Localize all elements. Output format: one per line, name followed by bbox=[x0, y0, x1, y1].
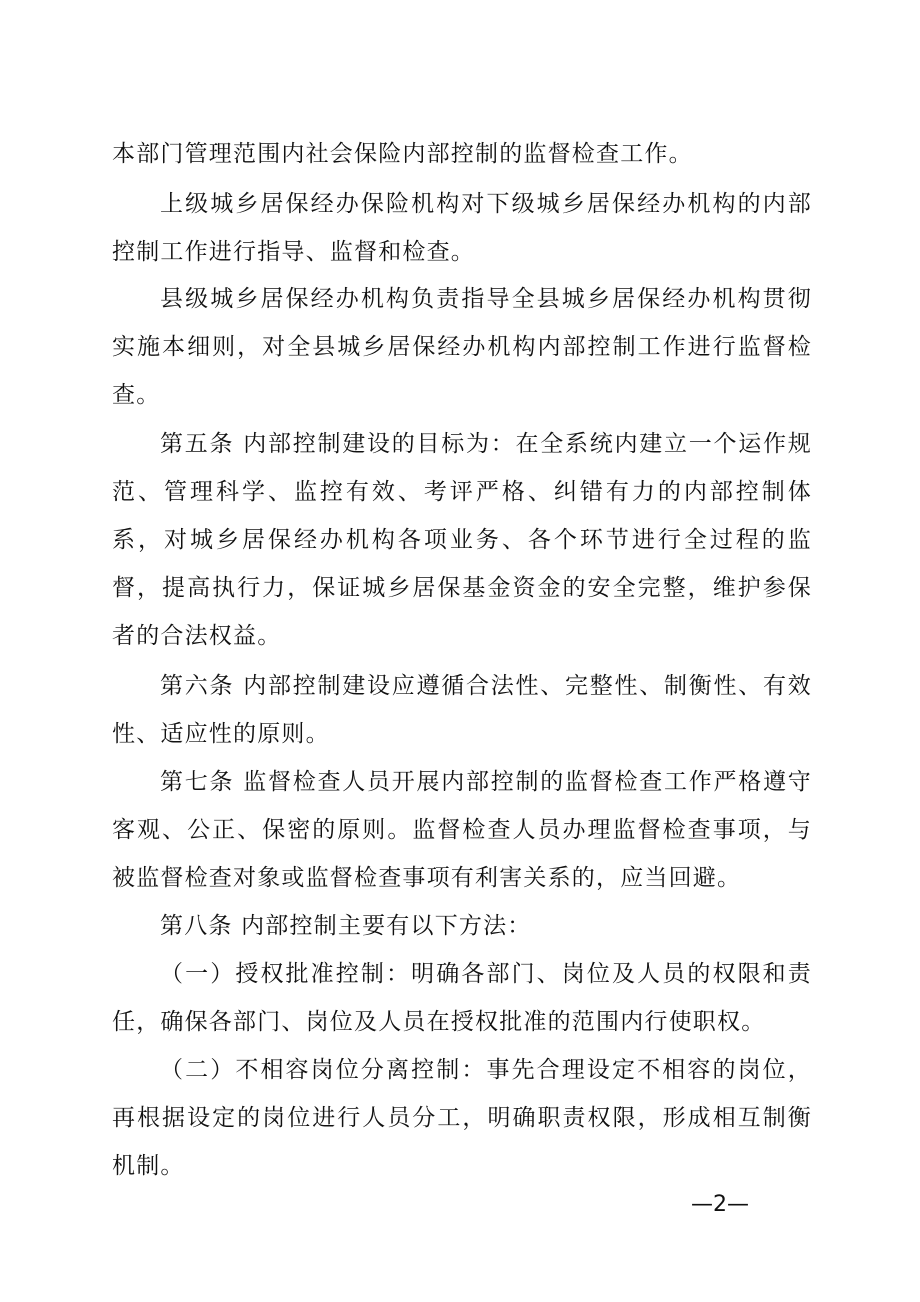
page-number: —2— bbox=[691, 1192, 749, 1217]
paragraph-article-6: 第六条 内部控制建设应遵循合法性、完整性、制衡性、有效性、适应性的原则。 bbox=[112, 673, 812, 747]
paragraph-method-2: （二）不相容岗位分离控制：事先合理设定不相容的岗位，再根据设定的岗位进行人员分工，明确职责权限，形成相互制衡机制。 bbox=[112, 1057, 812, 1179]
paragraph-method-1: （一）授权批准控制：明确各部门、岗位及人员的权限和责任，确保各部门、岗位及人员在授权批准的范围内行使职权。 bbox=[112, 961, 812, 1035]
paragraph-continuation: 本部门管理范围内社会保险内部控制的监督检查工作。 bbox=[112, 141, 693, 167]
paragraph-article-5: 第五条 内部控制建设的目标为：在全系统内建立一个运作规范、管理科学、监控有效、考评严格、纠错有力的内部控制体系，对城乡居保经办机构各项业务、各个环节进行全过程的监督，提高执行力，保证城乡居保基金资金的安全完整，维护参保者的合法权益。 bbox=[112, 431, 812, 649]
paragraph-supervision-higher-level: 上级城乡居保经办保险机构对下级城乡居保经办机构的内部控制工作进行指导、监督和检查。 bbox=[112, 191, 812, 265]
paragraph-article-8: 第八条 内部控制主要有以下方法： bbox=[160, 913, 532, 939]
paragraph-county-level: 县级城乡居保经办机构负责指导全县城乡居保经办机构贯彻实施本细则，对全县城乡居保经办机构内部控制工作进行监督检查。 bbox=[112, 286, 812, 408]
paragraph-article-7: 第七条 监督检查人员开展内部控制的监督检查工作严格遵守客观、公正、保密的原则。监督检查人员办理监督检查事项，与被监督检查对象或监督检查事项有利害关系的，应当回避。 bbox=[112, 769, 812, 891]
